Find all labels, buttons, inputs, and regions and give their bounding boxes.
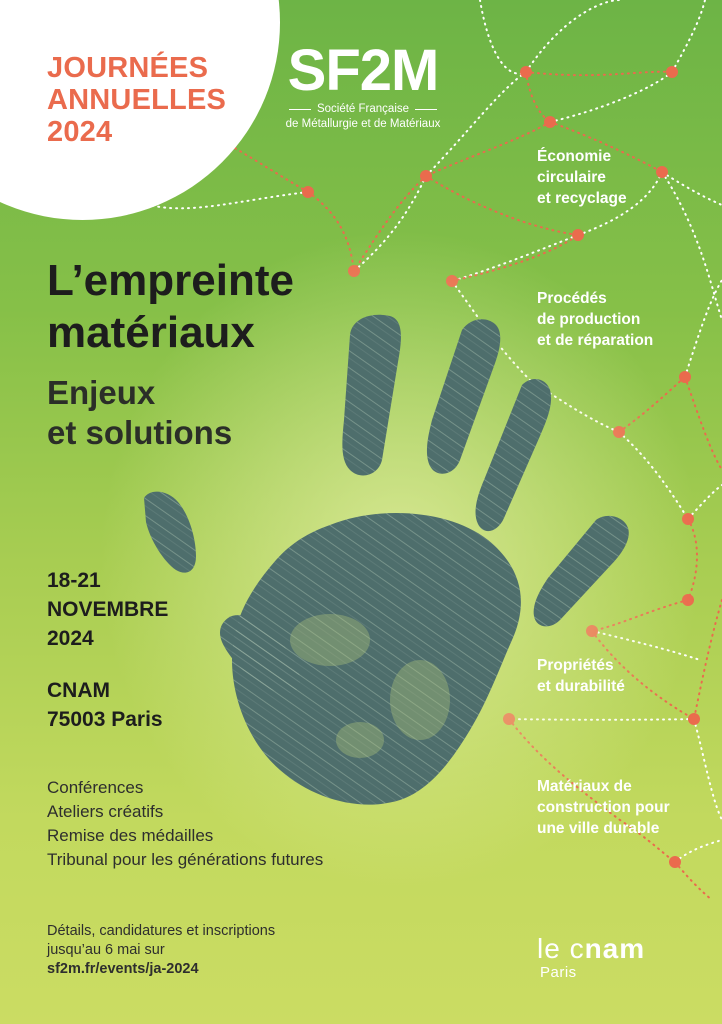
event-label-year: 2024 (47, 116, 113, 148)
venue-name: CNAM (47, 679, 110, 702)
theme-circular-economy (537, 146, 627, 209)
dates-year: 2024 (47, 627, 94, 650)
activity-item: Remise des médailles (47, 826, 214, 845)
activity-item: Tribunal pour les générations futures (47, 850, 324, 869)
sf2m-logo-subtitle (268, 102, 458, 132)
activities-list (47, 776, 323, 872)
theme-line: et recyclage (537, 190, 627, 207)
registration-link[interactable]: sf2m.fr/events/ja-2024 (47, 961, 199, 977)
title-main-line: matériaux (47, 308, 255, 357)
theme-line: Propriétés (537, 657, 614, 674)
event-dates (47, 566, 168, 653)
event-label (47, 52, 226, 148)
theme-line: de production (537, 311, 641, 328)
theme-line: construction pour (537, 799, 670, 816)
theme-line: Matériaux de (537, 778, 632, 795)
dates-days: 18-21 (47, 569, 101, 592)
activity-item: Ateliers créatifs (47, 802, 164, 821)
dates-month: NOVEMBRE (47, 598, 169, 621)
cnam-logo-city: Paris (540, 964, 577, 981)
activity-item: Conférences (47, 778, 144, 797)
logo-rule-right (415, 109, 437, 110)
logo-subtitle-line2: de Métallurgie et de Matériaux (285, 118, 441, 130)
cnam-mark-light: le c (537, 933, 585, 964)
theme-properties-durability (537, 655, 625, 697)
venue-city: 75003 Paris (47, 708, 163, 731)
cnam-logo-mark (537, 934, 645, 964)
theme-line: une ville durable (537, 820, 660, 837)
title-sub-line: Enjeux (47, 374, 156, 411)
title-main (47, 255, 294, 359)
theme-construction-materials (537, 776, 670, 839)
sf2m-logo-mark: SF2M (287, 38, 439, 103)
title-main-line: L’empreinte (47, 256, 294, 305)
theme-line: Procédés (537, 290, 607, 307)
title-subtitle (47, 373, 294, 453)
theme-production-processes (537, 288, 653, 351)
cnam-mark-bold: nam (584, 933, 646, 964)
title-sub-line: et solutions (47, 414, 233, 451)
cnam-logo (537, 934, 645, 982)
theme-line: Économie (537, 148, 612, 165)
theme-line: et de réparation (537, 332, 654, 349)
sf2m-logo (268, 38, 458, 132)
theme-line: et durabilité (537, 678, 625, 695)
logo-subtitle-line1: Société Française (316, 103, 410, 115)
logo-rule-left (289, 109, 311, 110)
registration-details (47, 922, 275, 979)
theme-line: circulaire (537, 169, 606, 186)
event-venue (47, 676, 163, 734)
details-line: jusqu’au 6 mai sur (47, 942, 165, 958)
event-label-line: ANNUELLES (47, 84, 227, 116)
details-line: Détails, candidatures et inscriptions (47, 923, 276, 939)
poster-title (47, 255, 294, 453)
event-label-line: JOURNÉES (47, 52, 209, 84)
